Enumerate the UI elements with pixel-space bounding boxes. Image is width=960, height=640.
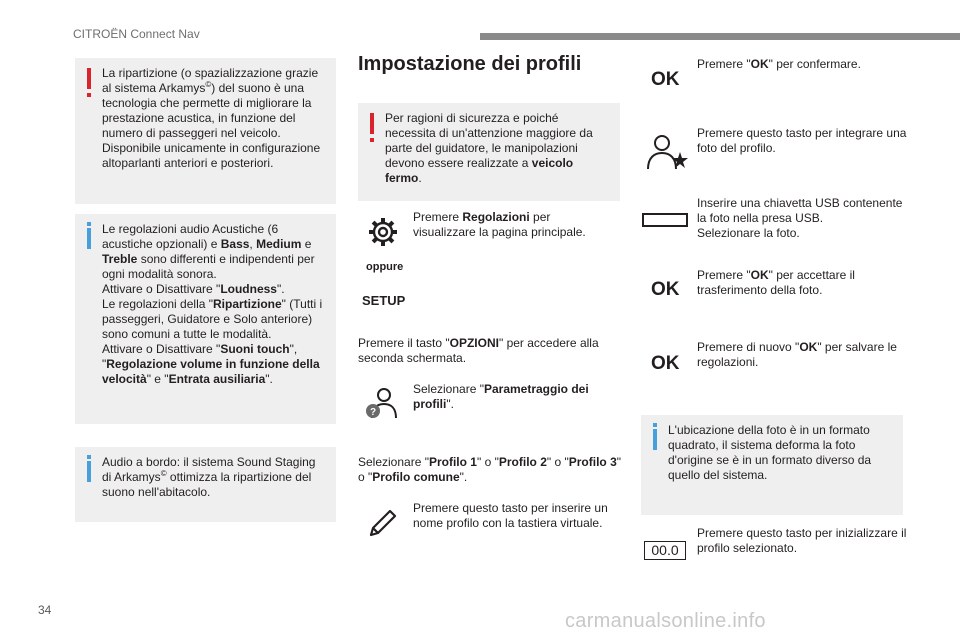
ok-button-icon: OK	[651, 279, 680, 300]
info-icon	[87, 461, 91, 482]
page-number: 34	[38, 603, 52, 617]
info-note-photo-format	[641, 415, 903, 515]
warning-icon	[370, 113, 374, 134]
step-profilo: Selezionare "Profilo 1" o "Profilo 2" o "Profilo 3" o "Profilo comune".	[358, 455, 622, 484]
reset-label: 00.0	[651, 542, 679, 558]
profile-star-icon	[645, 133, 689, 171]
note-text: Le regolazioni audio Acustiche (6 acustiche opzionali) e Bass, Medium e Treble sono differenti e indipendenti per ogni modalità sonora. Attivare o Disattivare "Loudness". Le regolazioni della "Ripartizione" (Tutti i passeggeri, Guidatore e Solo anteriore) sono comuni a tutte le modalità. Attivare o Disattivare "Suoni touch", "Regolazione volume in funzione della velocità" e "Entrata ausiliaria".	[102, 222, 323, 386]
info-icon	[87, 228, 91, 249]
warning-note-vehicle-stopped	[358, 103, 620, 201]
step-inizializza: Premere questo tasto per inizializzare il profilo selezionato.	[697, 526, 907, 555]
step-ok-transfer: Premere "OK" per accettare il trasferimento della foto.	[697, 268, 855, 297]
ok-button-icon: OK	[651, 69, 680, 90]
header-title: CITROËN Connect Nav	[73, 27, 200, 41]
step-usb: Inserire una chiavetta USB contenente la foto nella presa USB. Selezionare la foto.	[697, 196, 903, 240]
step-regolazioni: Premere Regolazioni per visualizzare la pagina principale.	[413, 210, 586, 239]
usb-slot-icon	[642, 213, 688, 227]
step-nome-profilo: Premere questo tasto per inserire un nome profilo con la tastiera virtuale.	[413, 501, 608, 530]
note-text: L'ubicazione della foto è in un formato quadrato, il sistema deforma la foto d'origine se è in un formato diverso da quello del sistema.	[668, 423, 872, 482]
info-note-sound-staging	[75, 447, 336, 522]
note-text: Audio a bordo: il sistema Sound Staging di Arkamys© ottimizza la ripartizione del suono nell'abitacolo.	[102, 455, 316, 499]
section-title: Impostazione dei profili	[358, 53, 582, 75]
warning-note-arkamys	[75, 58, 336, 204]
header-bar	[480, 33, 960, 40]
gear-icon	[367, 216, 399, 248]
note-text: La ripartizione (o spazializzazione grazie al sistema Arkamys©) del suono è una tecnologia che permette di migliorare la prestazione acustica, in funzione del numero di passeggeri nel veicolo. Disponibile unicamente in configurazione altoparlanti anteriori e posteriori.	[102, 66, 321, 170]
svg-text:?: ?	[369, 407, 377, 418]
info-icon	[653, 429, 657, 450]
reset-button-icon	[644, 541, 686, 560]
step-parametraggio: Selezionare "Parametraggio dei profili".	[413, 382, 589, 411]
step-ok-confirm: Premere "OK" per confermare.	[697, 57, 861, 71]
warning-icon	[87, 68, 91, 89]
note-text: Per ragioni di sicurezza e poiché necessita di un'attenzione maggiore da parte del guidatore, le manipolazioni devono essere realizzate a veicolo fermo.	[385, 111, 593, 185]
watermark: carmanualsonline.info	[565, 610, 766, 632]
setup-label: SETUP	[362, 293, 406, 308]
pencil-icon	[366, 506, 400, 540]
oppure-label: oppure	[366, 261, 404, 273]
step-opzioni: Premere il tasto "OPZIONI" per accedere alla seconda schermata.	[358, 336, 599, 365]
ok-button-icon: OK	[651, 353, 680, 374]
profile-question-icon	[363, 386, 403, 422]
step-foto-profilo: Premere questo tasto per integrare una foto del profilo.	[697, 126, 907, 155]
step-ok-save: Premere di nuovo "OK" per salvare le regolazioni.	[697, 340, 897, 369]
info-note-audio-settings	[75, 214, 336, 424]
